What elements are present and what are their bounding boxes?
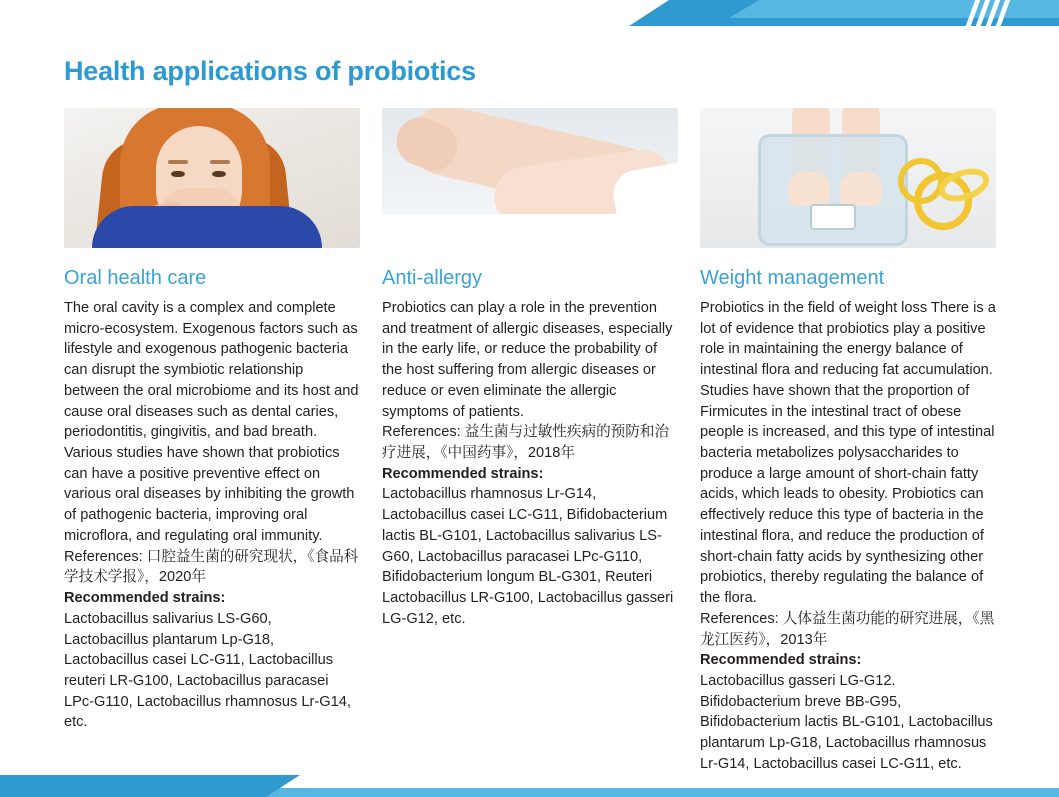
header-stripes xyxy=(969,0,1004,34)
column-title-anti-allergy: Anti-allergy xyxy=(382,267,483,289)
header-decoration xyxy=(0,0,1059,34)
page-title: Health applications of probiotics xyxy=(64,56,476,86)
body-text: Probiotics can play a role in the prevention and treatment of allergic diseases, especially in the early life, or reduce the probability of the host suffering from allergic diseases or reduce or even eliminate the allergic symptoms of patients. xyxy=(382,300,673,420)
strains-text: Lactobacillus salivarius LS-G60, Lactobacillus plantarum Lp-G18, Lactobacillus casei LC-G11, Lactobacillus reuteri LR-G100, Lactobacillus paracasei LPc-G110, Lactobacillus rhamnosus Lr-G14, etc. xyxy=(64,610,351,731)
strains-label: Recommended strains: xyxy=(700,652,862,669)
strains-text: Lactobacillus rhamnosus Lr-G14, Lactobacillus casei LC-G11, Bifidobacterium lactis BL-G101, Lactobacillus salivarius LS-G60, Lactobacillus paracasei LPc-G110, Bifidobacterium longum BL-G301, Reuteri Lactobacillus LR-G100, Lactobacillus gasseri LG-G12, etc. xyxy=(382,486,674,627)
column-body-oral-health-care xyxy=(64,298,360,733)
column-anti-allergy xyxy=(382,108,678,775)
references-text: References: 人体益生菌功能的研究进展，《黑龙江医药》，2013年 xyxy=(700,610,995,648)
header-band-light xyxy=(729,0,1059,18)
arm-skin-photo xyxy=(382,108,678,248)
content-columns xyxy=(64,108,1009,775)
references-text: References: 益生菌与过敏性疾病的预防和治疗进展，《中国药事》，2018年 xyxy=(382,424,670,462)
body-text: Probiotics in the field of weight loss There is a lot of evidence that probiotics play a positive role in maintaining the energy balance of intestinal flora and reducing fat accumulation. Studies have shown that the proportion of Firmicutes in the intestinal tract of obese people is increased, and this type of intestinal bacteria metabolizes polysaccharides to produce a large amount of short-chain fatty acids, which leads to obesity. Probiotics can effectively reduce this type of bacteria in the intestinal flora, and reduce the production of short-chain fatty acids by synthesizing other probiotics, thereby regulating the balance of the flora. xyxy=(700,300,996,607)
feet-on-scale-photo xyxy=(700,108,996,248)
column-title-oral-health-care: Oral health care xyxy=(64,267,207,289)
footer-band-dark xyxy=(0,775,300,797)
strains-text: Lactobacillus gasseri LG-G12. Bifidobacterium breve BB-G95, Bifidobacterium lactis BL-G101, Lactobacillus plantarum Lp-G18, Lactobacillus rhamnosus Lr-G14, Lactobacillus casei LC-G11, etc. xyxy=(700,672,993,772)
column-title-weight-management: Weight management xyxy=(700,267,885,289)
references-text: References: 口腔益生菌的研究现状，《食品科学技术学报》，2020年 xyxy=(64,548,359,586)
strains-label: Recommended strains: xyxy=(64,590,226,607)
strains-label: Recommended strains: xyxy=(382,465,544,482)
column-weight-management xyxy=(700,108,996,775)
column-body-weight-management xyxy=(700,298,996,775)
column-body-anti-allergy xyxy=(382,298,678,630)
footer-decoration xyxy=(0,767,1059,797)
woman-covering-mouth-photo xyxy=(64,108,360,248)
body-text: The oral cavity is a complex and complete micro-ecosystem. Exogenous factors such as lifestyle and exogenous pathogenic bacteria can disrupt the symbiotic relationship between the oral microbiome and its host and cause oral diseases such as dental caries, periodontitis, gingivitis, and bad breath. Various studies have shown that probiotics can have a positive preventive effect on various oral diseases by inhibiting the growth of pathogenic bacteria, improving oral microflora, and regulating oral immunity. xyxy=(64,300,359,544)
column-oral-health-care xyxy=(64,108,360,775)
